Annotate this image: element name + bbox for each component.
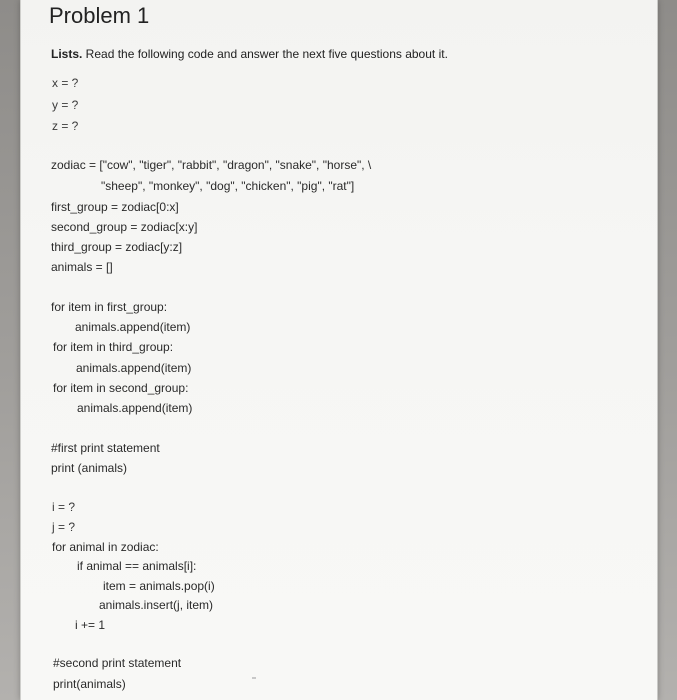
page-title: Problem 1 (49, 3, 150, 28)
code-line-zodiac-1: zodiac = ["cow", "tiger", "rabbit", "dragon", "snake", "horse", \ (51, 158, 372, 172)
code-line-if: if animal == animals[i]: (77, 559, 197, 573)
code-line-for-zodiac: for animal in zodiac: (52, 540, 159, 554)
code-line-pop: item = animals.pop(i) (103, 579, 215, 593)
code-line-comment-first: #first print statement (51, 441, 160, 455)
code-line-for-second: for item in second_group: (53, 381, 189, 395)
intro-bold: Lists. (51, 47, 83, 61)
code-line-x: x = ? (52, 76, 79, 90)
intro-text: Read the following code and answer the next five questions about it. (82, 47, 448, 61)
code-line-z: z = ? (52, 119, 79, 133)
code-line-first-group: first_group = zodiac[0:x] (51, 200, 179, 214)
document-page (20, 0, 658, 700)
code-line-j: j = ? (52, 520, 76, 534)
code-line-animals: animals = [] (51, 260, 113, 274)
code-line-increment: i += 1 (75, 618, 106, 632)
code-line-i: i = ? (52, 500, 76, 514)
code-line-for-third: for item in third_group: (53, 340, 174, 354)
code-line-print-2: print(animals) (53, 677, 126, 691)
code-line-comment-second: #second print statement (53, 656, 182, 670)
code-line-append-1: animals.append(item) (75, 320, 191, 334)
code-line-third-group: third_group = zodiac[y:z] (51, 240, 183, 254)
code-line-for-first: for item in first_group: (51, 300, 168, 314)
code-line-second-group: second_group = zodiac[x:y] (51, 220, 198, 234)
code-line-append-3: animals.append(item) (77, 401, 193, 415)
code-line-insert: animals.insert(j, item) (99, 598, 214, 612)
code-line-append-2: animals.append(item) (76, 361, 192, 375)
code-line-y: y = ? (52, 98, 79, 112)
speck-mark (252, 677, 256, 679)
instructions (51, 47, 448, 61)
code-line-zodiac-2: "sheep", "monkey", "dog", "chicken", "pig", "rat"] (101, 179, 355, 193)
code-line-print-1: print (animals) (51, 461, 128, 475)
